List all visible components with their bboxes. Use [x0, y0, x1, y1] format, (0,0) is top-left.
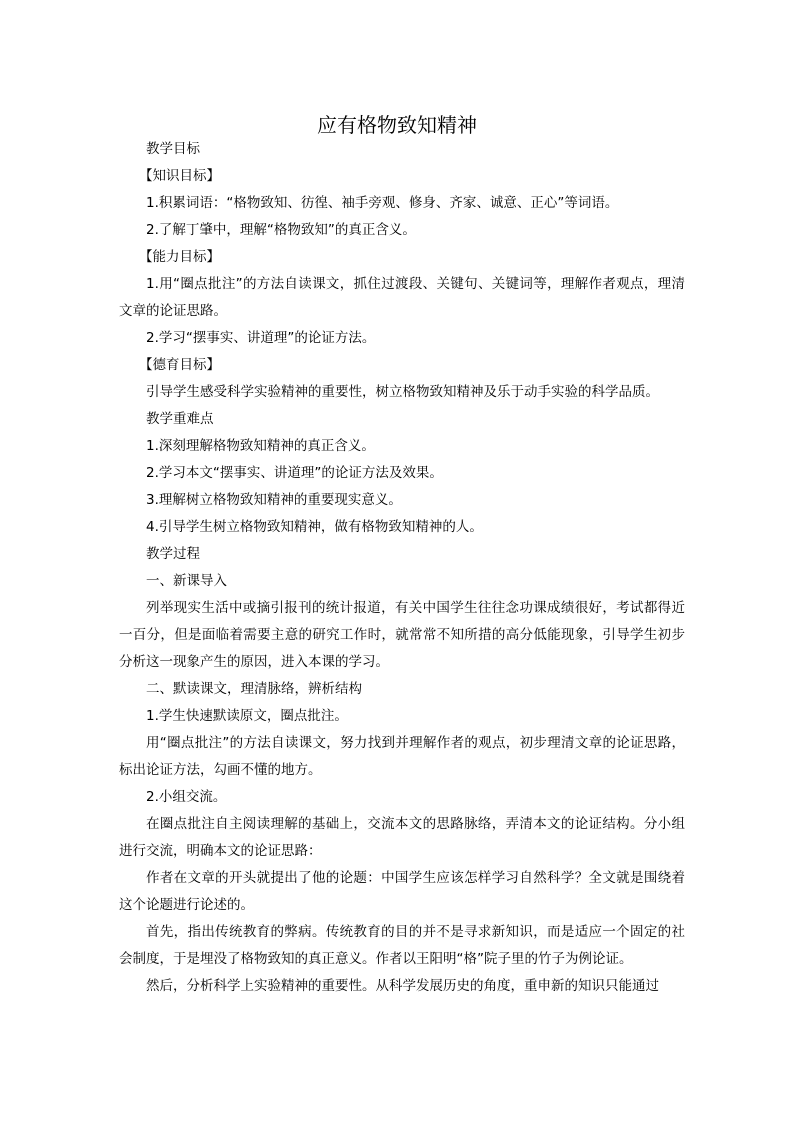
paragraph: 用“圈点批注”的方法自读课文，努力找到并理解作者的观点，初步理清文章的论证思路，标出论证方法，勾画不懂的地方。	[119, 735, 685, 778]
paragraph: 2.小组交流。	[146, 789, 227, 805]
subheading-lesson-intro: 一、新课导入	[146, 573, 227, 589]
paragraph: 2.学习“摆事实、讲道理”的论证方法。	[146, 330, 376, 346]
paragraph: 2.学习本文“摆事实、讲道理”的论证方法及效果。	[146, 465, 443, 481]
paragraph: 首先，指出传统教育的弊病。传统教育的目的并不是寻求新知识，而是适应一个固定的社会制度，于是埋没了格物致知的真正意义。作者以王阳明“格”院子里的竹子为例论证。	[119, 924, 685, 967]
subheading-moral-goals: 【德育目标】	[139, 357, 220, 373]
paragraph: 4.引导学生树立格物致知精神，做有格物致知精神的人。	[146, 519, 483, 535]
paragraph: 1.深刻理解格物致知精神的真正含义。	[146, 438, 375, 454]
section-heading-key-difficulties: 教学重难点	[146, 411, 214, 427]
paragraph: 2.了解丁肇中，理解“格物致知”的真正含义。	[146, 222, 416, 238]
paragraph: 在圈点批注自主阅读理解的基础上，交流本文的思路脉络，弄清本文的论证结构。分小组进行交流，明确本文的论证思路：	[119, 816, 685, 859]
paragraph: 作者在文章的开头就提出了他的论题：中国学生应该怎样学习自然科学？全文就是围绕着这个论题进行论述的。	[119, 870, 685, 913]
section-heading-teaching-goals: 教学目标	[146, 141, 200, 157]
document-title: 应有格物致知精神	[317, 113, 477, 138]
paragraph: 引导学生感受科学实验精神的重要性，树立格物致知精神及乐于动手实验的科学品质。	[146, 384, 659, 400]
paragraph: 1.用“圈点批注”的方法自读课文，抓住过渡段、关键句、关键词等，理解作者观点，理清文章的论证思路。	[119, 276, 685, 319]
paragraph: 列举现实生活中或摘引报刊的统计报道，有关中国学生往往念功课成绩很好，考试都得近一百分，但是面临着需要主意的研究工作时，就常常不知所措的高分低能现象，引导学生初步分析这一现象产生的原因，进入本课的学习。	[119, 600, 685, 670]
paragraph: 1.学生快速默读原文，圈点批注。	[146, 708, 348, 724]
section-heading-teaching-process: 教学过程	[146, 546, 200, 562]
paragraph: 1.积累词语：“格物致知、彷徨、袖手旁观、修身、齐家、诚意、正心”等词语。	[146, 195, 619, 211]
subheading-silent-reading: 二、默读课文，理清脉络，辨析结构	[146, 681, 362, 697]
paragraph: 3.理解树立格物致知精神的重要现实意义。	[146, 492, 402, 508]
document-body	[119, 136, 685, 1000]
subheading-knowledge-goals: 【知识目标】	[139, 168, 220, 184]
paragraph: 然后，分析科学上实验精神的重要性。从科学发展历史的角度，重申新的知识只能通过	[146, 978, 659, 994]
subheading-ability-goals: 【能力目标】	[139, 249, 220, 265]
